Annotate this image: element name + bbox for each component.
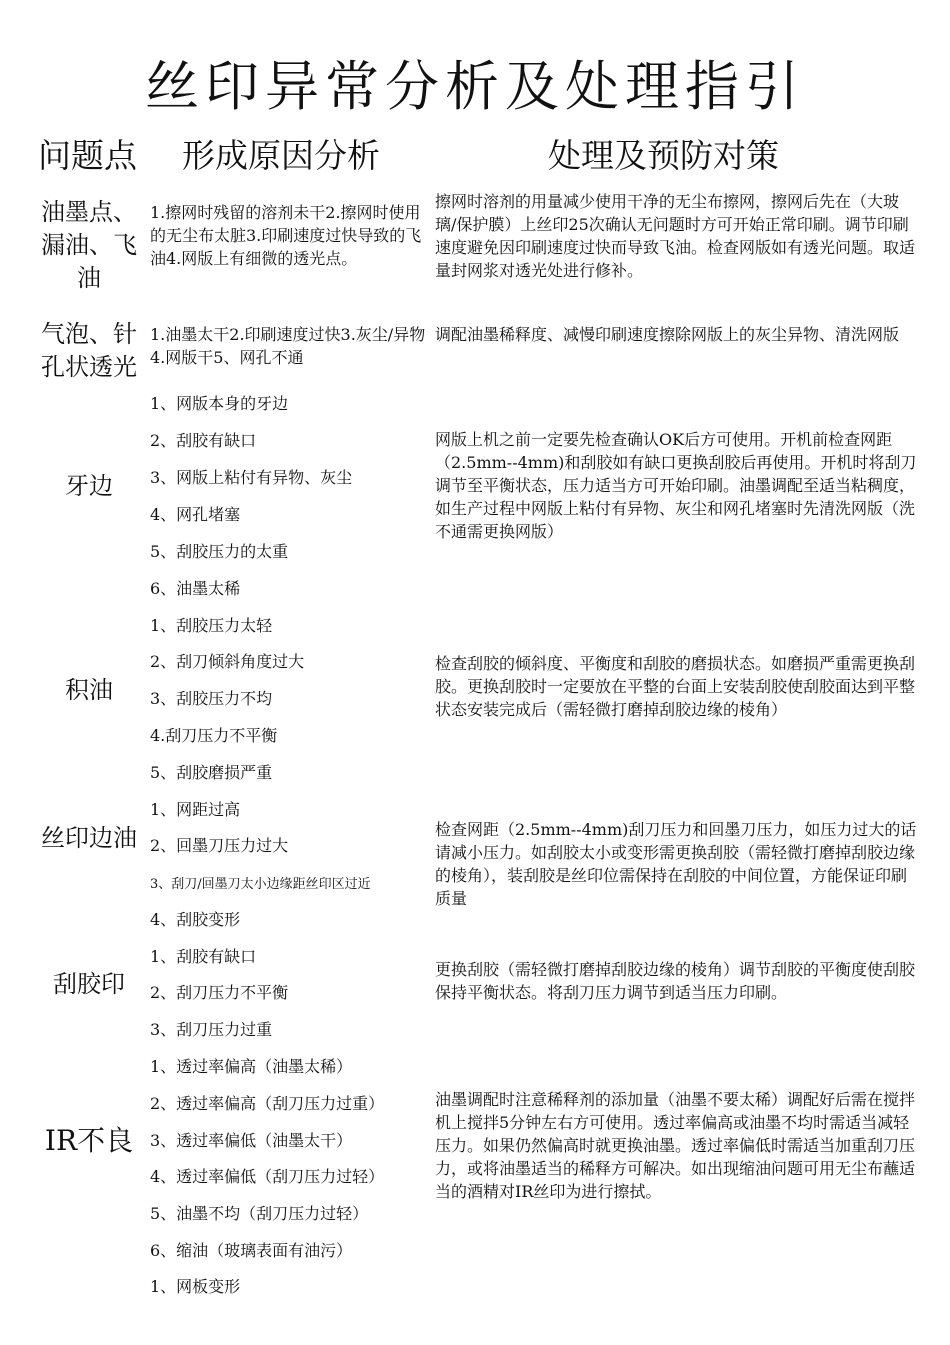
- cause-item: 5、刮胶压力的太重: [150, 542, 289, 561]
- solution-cell: 检查网距（2.5mm--4mm)刮刀压力和回墨刀压力，如压力过大的话请减小压力。如刮胶太小或变形需更换刮胶（需轻微打磨掉刮胶边缘的棱角），装刮胶是丝印位需保持在刮胶的中间位置，方能保证印刷质量: [435, 820, 917, 908]
- cause-item: 2、刮胶有缺口: [150, 431, 257, 450]
- problem-cell: 积油: [65, 676, 113, 704]
- problem-cell: 刮胶印: [53, 970, 125, 998]
- cause-item: 3、刮刀压力过重: [150, 1020, 273, 1039]
- cause-item: 1、网版本身的牙边: [150, 394, 289, 413]
- cause-item: 4、透过率偏低（刮刀压力过轻）: [150, 1167, 385, 1186]
- header-problem: 问题点: [38, 136, 137, 175]
- cause-item: 2、刮刀压力不平衡: [150, 983, 289, 1002]
- cause-item: 2、回墨刀压力过大: [150, 836, 289, 855]
- problem-cell: 丝印边油: [41, 824, 137, 852]
- cause-item: 5、油墨不均（刮刀压力过轻）: [150, 1204, 369, 1223]
- cause-item: 3、网版上粘付有异物、灰尘: [150, 468, 353, 487]
- solution-cell: 更换刮胶（需轻微打磨掉刮胶边缘的棱角）调节刮胶的平衡度使刮胶保持平衡状态。将刮刀压力调节到适当压力印刷。: [435, 960, 916, 1002]
- solution-cell: 检查刮胶的倾斜度、平衡度和刮胶的磨损状态。如磨损严重需更换刮胶。更换刮胶时一定要放在平整的台面上安装刮胶使刮胶面达到平整状态安装完成后（需轻微打磨掉刮胶边缘的棱角）: [435, 654, 916, 719]
- cause-item: 6、油墨太稀: [150, 579, 241, 598]
- problem-cell: 牙边: [65, 472, 113, 500]
- header-solution: 处理及预防对策: [548, 136, 779, 175]
- cause-item: 1、网距过高: [150, 800, 241, 819]
- solution-cell: 擦网时溶剂的用量减少使用干净的无尘布擦网，擦网后先在（大玻璃/保护膜）上丝印25次确认无问题时方可开始正常印刷。调节印刷速度避免因印刷速度过快而导致飞油。检查网版如有透光问题。取适量封网浆对透光处进行修补。: [435, 192, 916, 280]
- problem-cell: 油墨点、漏油、飞油: [41, 198, 137, 292]
- solution-cell: 网版上机之前一定要先检查确认OK后方可使用。开机前检查网距（2.5mm--4mm)和刮胶如有缺口更换刮胶后再使用。开机时将刮刀调节至平衡状态，压力适当方可开始印刷。油墨调配至适当粘稠度，如生产过程中网版上粘付有异物、灰尘和网孔堵塞时先清洗网版（洗不通需更换网版）: [435, 430, 917, 541]
- cause-item: 1、刮胶有缺口: [150, 947, 257, 966]
- page-title: 丝印异常分析及处理指引: [145, 55, 805, 118]
- cause-item: 1、刮胶压力太轻: [150, 616, 273, 635]
- solution-cell: 油墨调配时注意稀释剂的添加量（油墨不要太稀）调配好后需在搅拌机上搅拌5分钟左右方可使用。透过率偏高或油墨不均时需适当减轻压力。如果仍然偏高时就更换油墨。透过率偏低时需适当加重刮刀压力，或将油墨适当的稀释方可解决。如出现缩油问题可用无尘布蘸适当的酒精对IR丝印为进行擦拭。: [435, 1090, 916, 1201]
- cause-cell: 1.油墨太干2.印刷速度过快3.灰尘/异物4.网版干5、网孔不通: [150, 325, 426, 367]
- cause-item: 1、透过率偏高（油墨太稀）: [150, 1057, 353, 1076]
- cause-item: 2、透过率偏高（刮刀压力过重）: [150, 1094, 385, 1113]
- cause-item: 5、刮胶磨损严重: [150, 763, 273, 782]
- solution-cell: 调配油墨稀释度、减慢印刷速度擦除网版上的灰尘异物、清洗网版: [435, 325, 900, 344]
- header-cause: 形成原因分析: [182, 136, 380, 175]
- cause-cell: 1.擦网时残留的溶剂未干2.擦网时使用的无尘布太脏3.印刷速度过快导致的飞油4.网版上有细微的透光点。: [150, 203, 422, 268]
- cause-item: 4、刮胶变形: [150, 910, 241, 929]
- cause-item: 3、刮胶压力不均: [150, 689, 273, 708]
- cause-item: 3、透过率偏低（油墨太干）: [150, 1131, 353, 1150]
- cause-item: 6、缩油（玻璃表面有油污）: [150, 1241, 353, 1260]
- problem-cell: 气泡、针孔状透光: [41, 320, 137, 381]
- cause-item: 1、网板变形: [150, 1277, 241, 1296]
- cause-item: 4.刮刀压力不平衡: [150, 726, 278, 745]
- problem-cell: IR不良: [44, 1124, 134, 1157]
- cause-item: 2、刮刀倾斜角度过大: [150, 652, 305, 671]
- cause-item: 4、网孔堵塞: [150, 505, 241, 524]
- cause-item: 3、刮刀/回墨刀太小边缘距丝印区过近: [150, 877, 371, 892]
